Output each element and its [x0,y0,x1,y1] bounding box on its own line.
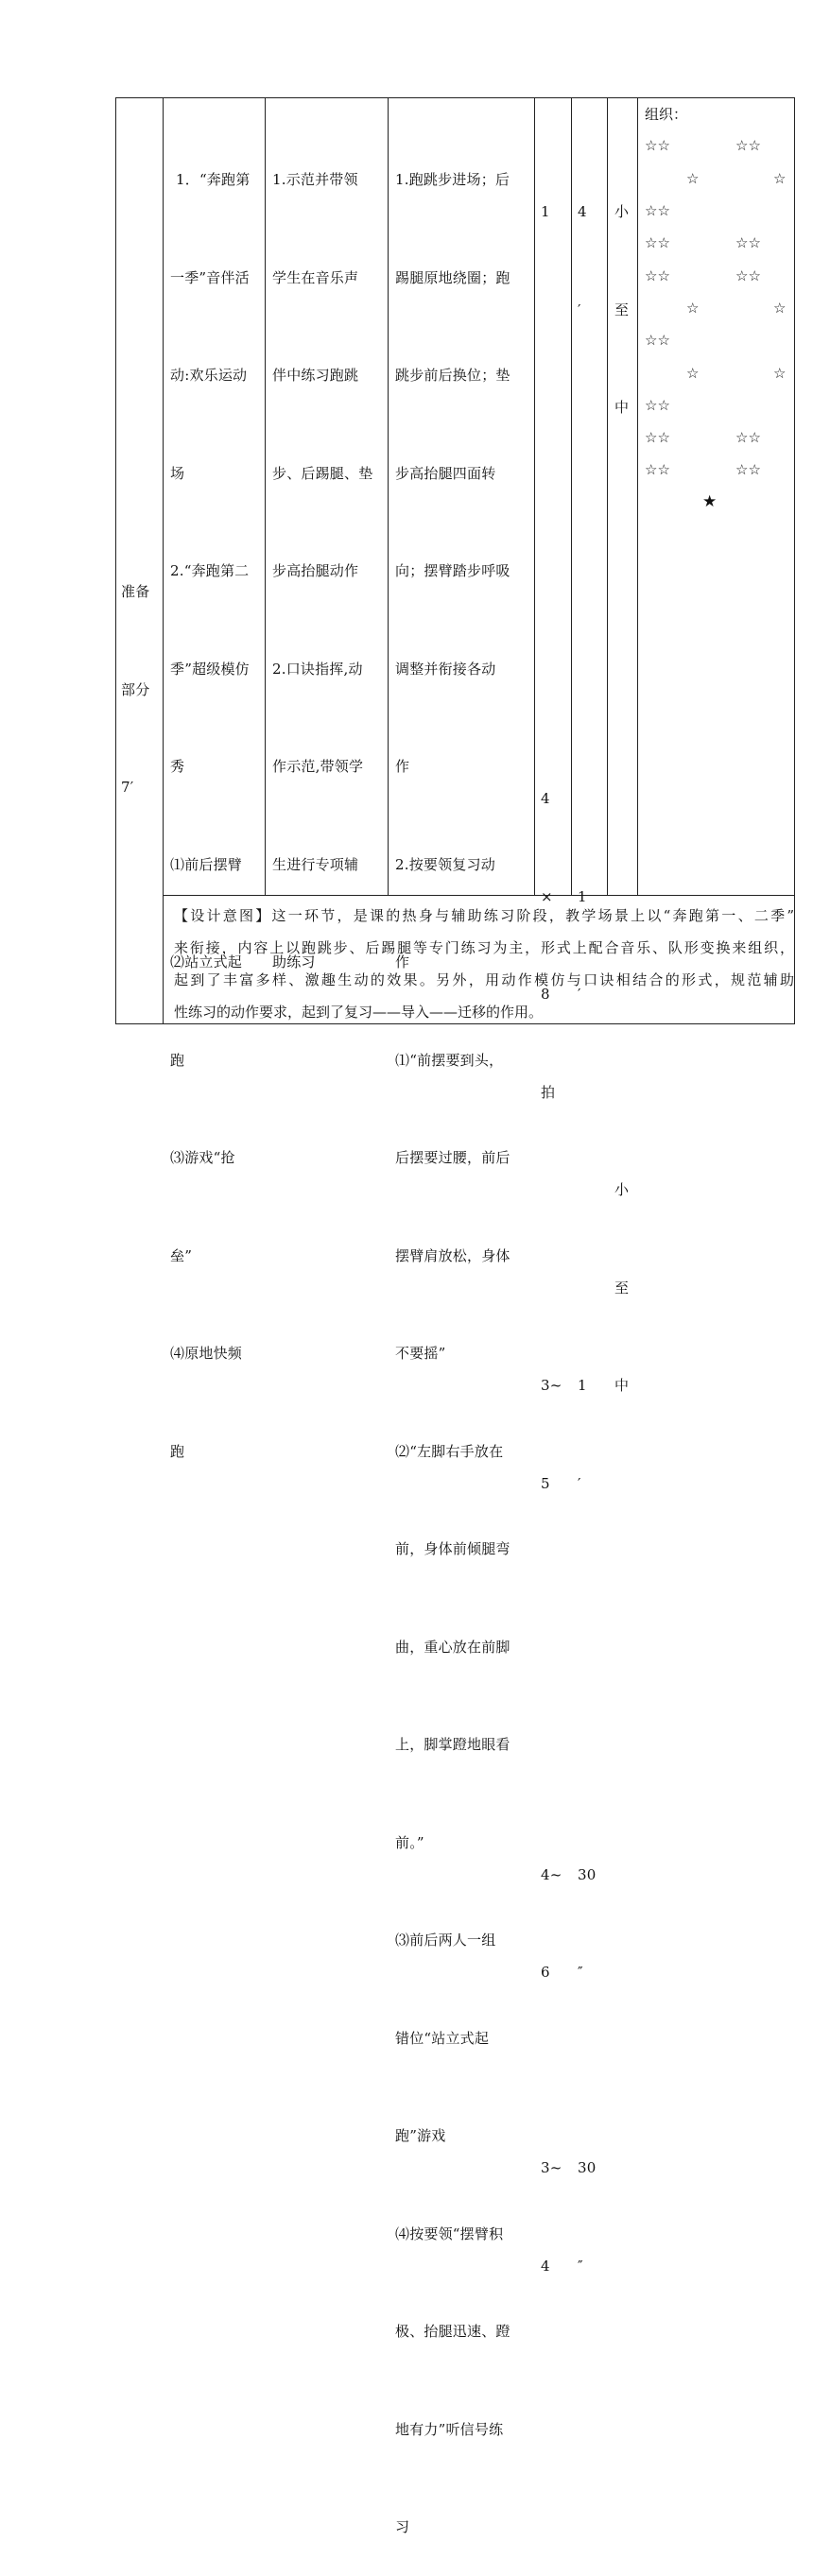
rep-line [541,391,569,424]
duration-line [578,1174,606,1207]
design-intent-line: 【设计意图】这一环节，是课的热身与辅助练习阶段，教学场景上以“奔跑第一、二季” [174,907,794,924]
formation-star-pair: ☆☆ [735,461,761,478]
intensity-line: 中 [614,399,630,416]
table-left-border [115,97,116,1024]
student-line: 步高抬腿四面转 [395,464,496,482]
intensity-line [614,782,635,816]
student-activity-column [395,98,532,2576]
duration-line [578,1272,606,1305]
duration-line [578,587,606,620]
formation-star-pair: ☆☆ [645,267,670,284]
formation-star-pair: ☆☆ [735,429,761,446]
student-line: 跳步前后换位；垫 [395,367,510,384]
duration-line: 4 [578,203,587,220]
content-line: 跑 [170,1051,185,1069]
duration-line [578,2054,606,2087]
duration-line [578,1760,606,1794]
rep-line: 1 [541,203,550,220]
rep-line [541,294,569,327]
intensity-line: 至 [614,301,630,318]
student-line: 上，脚掌蹬地眼看 [395,1736,510,1753]
rep-line [541,1760,569,1794]
section-label-line: 部分 [121,680,150,698]
student-line: 前。” [395,1833,424,1851]
col-divider-5 [571,97,572,896]
student-line: 地有力”听信号练 [395,2420,504,2438]
design-intent-line: 起到了丰富多样、激趣生动的效果。另外，用动作模仿与口诀相结合的形式，规范辅助 [174,971,794,988]
duration-column [578,130,606,2315]
content-line: 秀 [170,758,185,775]
rep-line: 4 [541,2257,550,2275]
teacher-line: 步、后踢腿、垫 [272,464,373,482]
content-line: 2.“奔跑第二 [170,562,250,579]
intensity-line [614,685,635,718]
student-line: 踢腿原地绕圈；跑 [395,268,510,286]
formation-star: ☆ [686,365,700,382]
teacher-line: 助练习 [272,953,316,970]
rep-line [541,489,569,523]
content-line: ⑴前后摆臂 [170,855,243,873]
student-line: 错位“站立式起 [395,2029,490,2047]
formation-star: ☆ [773,365,787,382]
teacher-activity-column [272,98,386,1011]
content-line: 季”超级模仿 [170,660,250,678]
intensity-column [614,130,635,1434]
rep-line: 3~ [541,2159,562,2176]
student-line: ⑶前后两人一组 [395,1932,496,1949]
rep-line: × [541,887,553,905]
duration-line: 1 [578,887,587,905]
intensity-line: 至 [614,1279,630,1297]
col-divider-1 [163,97,164,1024]
content-line: ⑵站立式起 [170,953,243,970]
student-line: 曲，重心放在前脚 [395,1638,510,1656]
intensity-line [614,1076,635,1109]
content-line: 场 [170,464,185,482]
teacher-line: 2.口诀指挥,动 [272,660,363,678]
rep-line: 4 [541,790,550,807]
formation-star-pair: ☆☆ [645,461,670,478]
content-line: 一季”音伴活 [170,268,250,286]
col-divider-4 [534,97,535,896]
duration-line: 30 [578,2159,597,2176]
rep-line: 5 [541,1474,550,1492]
col-divider-6 [607,97,608,896]
design-intent [174,900,794,1028]
formation-star-pair: ☆☆ [645,429,670,446]
teacher-line: 步高抬腿动作 [272,562,359,579]
student-line: ⑴“前摆要到头， [395,1051,504,1069]
content-column [170,98,263,1501]
formation-star-pair: ☆☆ [645,332,670,349]
student-line: 摆臂肩放松，身体 [395,1246,510,1264]
rep-line: 6 [541,1964,550,1981]
rep-line [541,1272,569,1305]
table-right-border [794,97,795,1024]
duration-line: ′ [578,1474,581,1492]
intensity-line: 中 [614,1377,630,1394]
teacher-position-star: ★ [702,492,718,511]
rep-line [541,1663,569,1696]
duration-line: ″ [578,2257,583,2275]
duration-line: ′ [578,301,581,318]
teacher-line: 作示范,带领学 [272,758,364,775]
student-line: ⑷按要领“摆臂积 [395,2224,504,2242]
student-line: 极、抬腿迅速、蹬 [395,2323,510,2340]
duration-line [578,1565,606,1598]
duration-line: ′ [578,986,581,1003]
intensity-line: 小 [614,1181,630,1198]
student-line: 后摆要过腰，前后 [395,1149,510,1166]
teacher-line: 1.示范并带领 [272,171,358,188]
teacher-line: 生进行专项辅 [272,855,359,873]
duration-line [578,391,606,424]
formation-star-pair: ☆☆ [645,202,670,219]
formation-star-pair: ☆☆ [645,137,670,154]
content-line: ⑷原地快频 [170,1345,243,1362]
rep-line: 拍 [541,1083,556,1101]
formation-star: ☆ [773,170,787,187]
design-intent-line: 来衔接，内容上以跑跳步、后踢腿等专门练习为主，形式上配合音乐、队形变换来组织， [174,939,794,956]
formation-star: ☆ [773,300,787,317]
rep-line: 3~ [541,1377,562,1394]
rep-line [541,2054,569,2087]
section-label [121,510,159,836]
student-line: 不要摇” [395,1345,446,1362]
rep-line [541,1174,569,1207]
student-line: 2.按要领复习动 [395,855,495,873]
formation-star-pair: ☆☆ [735,234,761,251]
rep-line [541,1565,569,1598]
content-line: 动:欢乐运动 [170,367,248,384]
student-line: 1.跑跳步进场；后 [395,171,510,188]
duration-line [578,1076,606,1109]
teacher-line: 伴中练习跑跳 [272,367,359,384]
formation-star-pair: ☆☆ [735,267,761,284]
student-line: 向；摆臂踏步呼吸 [395,562,510,579]
student-line: 作 [395,953,410,970]
col-divider-7 [637,97,638,896]
content-line: 垒” [170,1246,193,1264]
organization-title: 组织： [645,106,688,123]
duration-line [578,1663,606,1696]
rep-line [541,685,569,718]
rep-line [541,587,569,620]
student-line: 习 [395,2518,410,2535]
intensity-line [614,587,635,620]
section-label-line: 7′ [121,779,134,796]
intensity-line [614,489,635,523]
col-divider-3 [388,97,389,896]
repetitions-column [541,130,569,2315]
formation-star-pair: ☆☆ [735,137,761,154]
formation-star: ☆ [686,300,700,317]
duration-line [578,685,606,718]
student-line: 跑”游戏 [395,2127,446,2144]
content-line: 1．“奔跑第 [176,171,251,188]
duration-line [578,489,606,523]
duration-line: ″ [578,1964,583,1981]
formation-star-pair: ☆☆ [645,234,670,251]
col-divider-2 [265,97,266,896]
teacher-line: 学生在音乐声 [272,268,359,286]
student-line: ⑵“左脚右手放在 [395,1442,504,1460]
student-line: 调整并衔接各动 [395,660,496,678]
content-line: 跑 [170,1442,185,1460]
student-line: 前，身体前倾腿弯 [395,1540,510,1557]
formation-star-pair: ☆☆ [645,397,670,414]
content-line: ⑶游戏“抢 [170,1149,235,1166]
intensity-line: 小 [614,203,630,220]
section-label-line: 准备 [121,583,150,600]
duration-line: 30 [578,1865,597,1883]
rep-line: 8 [541,986,550,1003]
duration-line [578,782,606,816]
formation-star: ☆ [686,170,700,187]
duration-line: 1 [578,1377,587,1394]
rep-line: 4~ [541,1865,562,1883]
design-intent-line: 性练习的动作要求，起到了复习——导入——迁移的作用。 [174,1004,544,1021]
student-line: 作 [395,758,410,775]
